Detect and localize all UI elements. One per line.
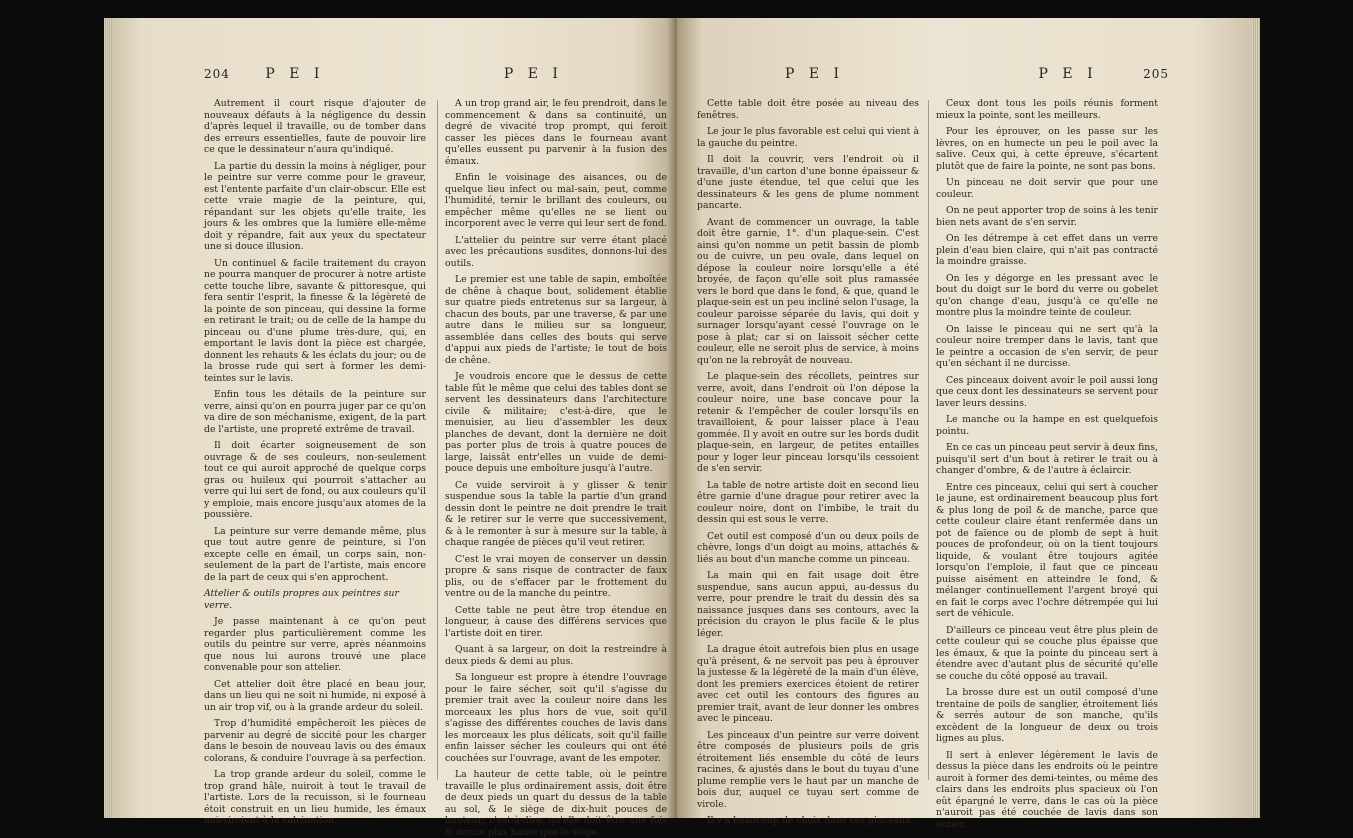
paragraph: Ce vuide serviroit à y glisser & tenir suspendue sous la table la partie d'un grand dessin dont le peintre ne doit prendre le trait & le retirer sur le verre que successivement, & à le remonter à sur à mesure sur la table, à chaque rangée de pièces qu'il veut retirer.: [445, 479, 667, 548]
paragraph: On ne peut apporter trop de soins à les tenir bien nets avant de s'en servir.: [936, 205, 1158, 228]
right-running-head-2: P E I: [1038, 66, 1098, 82]
right-page: [677, 18, 1252, 830]
right-page-column-1: [697, 98, 919, 826]
paragraph: Cet attelier doit être placé en beau jour, dans un lieu qui ne soit ni humide, ni exposé à un air trop vif, ou à la grande ardeur du soleil.: [204, 678, 426, 713]
left-page-number: 204: [204, 67, 230, 81]
section-heading: Attelier & outils propres aux peintres sur verre.: [204, 588, 399, 611]
paragraph: Enfin le voisinage des aisances, ou de quelque lieu infect ou mal-sain, peut, comme l'humidité, ternir le brillant des couleurs, ou empêcher même qu'elles ne se lient ou incorporent avec le verre qui leur sert de fond.: [445, 172, 667, 229]
paragraph: Le premier est une table de sapin, emboîtée de chêne à chaque bout, solidement établie sur quatre pieds entretenus sur sa largeur, à chacun des bouts, par une traverse, & par une autre dans le milieu sur sa longueur, assemblée dans celles des bouts qui serve d'appui aux pieds de l'artiste; le tout de bois de chêne.: [445, 274, 667, 366]
paragraph: La main qui en fait usage doit être suspendue, sans aucun appui, au-dessus du verre, pour prendre le trait du dessin dès sa naissance jusques dans ses contours, avec la précision du crayon le plus facile & le plus léger.: [697, 570, 919, 639]
paragraph: Cette table ne peut être trop étendue en longueur, à cause des différens services que l'artiste doit en tirer.: [445, 604, 667, 639]
paragraph: Le jour le plus favorable est celui qui vient à la gauche du peintre.: [697, 126, 919, 149]
paragraph: Il y a beaucoup de choix dans ces pinceaux.: [707, 815, 914, 826]
left-page-header: [204, 66, 563, 88]
paragraph: Sa longueur est propre à étendre l'ouvrage pour le faire sécher, soit qu'il s'agisse du premier trait avec la couleur noire dans les morceaux les plus hors de vue, soit qu'il s'agisse des différentes couches de lavis dans les morceaux les plus délicats, soit qu'il faille enfin laisser sécher les couleurs qui ont été couchées sur l'ouvrage, avant de les empoter.: [445, 672, 667, 764]
paragraph: En ce cas un pinceau peut servir à deux fins, puisqu'il sert d'un bout à retirer le trait ou à changer d'ombre, & de l'autre à éclaircir.: [936, 442, 1158, 476]
paragraph: Un continuel & facile traitement du crayon ne pourra manquer de procurer à notre artiste cette touche libre, savante & pittoresque, qui fera sentir l'esprit, la finesse & la légèreté de la pointe de son pinceau, qui dessine la forme en retirant le trait; ou de celle de la hampe du pinceau ou d'une plume très-dure, qui, en emportant le lavis dont la pièce est chargée, donnent les rehauts & les éclats du jour; ou de la brosse rude qui sert à former les demi-teintes sur le lavis.: [204, 257, 426, 384]
paragraph: La table de notre artiste doit en second lieu être garnie d'une drague pour retirer avec la couleur noire, dont on l'imbibe, le trait du dessin qui est sous le verre.: [697, 479, 919, 525]
paragraph: Il sert à enlever légèrement le lavis de dessus la pièce dans les endroits où le peintre auroit à former des demi-teintes, ou même des clairs dans les endroits plus spacieux où l'on eût épargné le verre, dans le cas où la pièce n'auroit pas été couchée de lavis dans son entier.: [936, 749, 1158, 830]
paragraph: Il doit écarter soigneusement de son ouvrage & de ses couleurs, non-seulement tout ce qui auroit approché de quelque corps gras ou huileux qui pourroit s'attacher au verre qui lui sert de fond, ou aux couleurs qu'il y emploie, mais encore jusqu'aux atomes de la poussière.: [204, 440, 426, 520]
left-page: [112, 18, 677, 838]
open-book: [112, 18, 1252, 838]
right-page-header: [785, 66, 1169, 88]
paragraph: La peinture sur verre demande même, plus que tout autre genre de peinture, si l'on excepte celle en émail, un corps sain, non-seulement de la part de l'artiste, mais encore de la part de ceux qui s'en approchent.: [204, 525, 426, 583]
paragraph: Cette table doit être posée au niveau des fenêtres.: [697, 98, 919, 121]
left-running-head-2: P E I: [503, 66, 563, 82]
paragraph: L'attelier du peintre sur verre étant placé avec les précautions susdites, donnons-lui des outils.: [445, 234, 667, 269]
paragraph: Ceux dont tous les poils réunis forment mieux la pointe, sont les meilleurs.: [936, 98, 1158, 121]
paragraph: Le manche ou la hampe en est quelquefois pointu.: [936, 414, 1158, 437]
left-running-head-1: P E I: [265, 66, 325, 82]
paragraph: La hauteur de cette table, où le peintre travaille le plus ordinairement assis, doit être de deux pieds un quart du dessus de la table au sol, & le siège de dix-huit pouces de hauteur; c'est-à-dire, qu'elle doit être une fois & demie plus haute que le siège.: [445, 769, 667, 838]
paragraph: Pour les éprouver, on les passe sur les lèvres, on en humecte un peu le poil avec la salive. Ceux qui, à cette épreuve, s'écartent plutôt que de faire la pointe, ne sont pas bons.: [936, 126, 1158, 172]
paragraph: On les détrempe à cet effet dans un verre plein d'eau bien claire, qui n'ait pas contracté la moindre graisse.: [936, 233, 1158, 267]
paragraph: Avant de commencer un ouvrage, la table doit être garnie, 1°. d'un plaque-sein. C'est ainsi qu'on nomme un petit bassin de plomb ou de cuivre, un peu ovale, dans lequel on dépose la couleur noire lorsqu'elle a été broyée, de façon qu'elle soit plus ramassée vers le bord que dans le fond, & que, quand le plaque-sein est un peu incliné selon l'usage, la couleur paroisse séparée du lavis, qui doit y surnager lorsqu'ayant cessé l'ouvrage on le pose à plat; car si on laissoit sécher cette couleur, elle ne seroit plus de service, à moins qu'on ne la rebroyât de nouveau.: [697, 216, 919, 366]
paragraph: Quant à sa largeur, on doit la restreindre à deux pieds & demi au plus.: [445, 644, 667, 667]
paragraph: La brosse dure est un outil composé d'une trentaine de poils de sanglier, étroitement liés & serrés autour de son manche, qu'ils excèdent de la longueur de deux ou trois lignes au plus.: [936, 687, 1158, 744]
paragraph: La partie du dessin la moins à négliger, pour le peintre sur verre comme pour le graveur, est l'entente parfaite d'un clair-obscur. Elle est cette vraie magie de la peinture, qui, répandant sur les objets qu'elle traite, les jours & les ombres que la lumière elle-même doit y répandre, fait aux yeux du spectateur une si douce illusion.: [204, 160, 426, 252]
right-page-column-2: [936, 98, 1158, 830]
paragraph: Autrement il court risque d'ajouter de nouveaux défauts à la négligence du dessin d'après lequel il travaille, ou de tomber dans des erreurs essentielles, faute de pouvoir lire ce que le dessinateur n'aura qu'indiqué.: [204, 98, 426, 155]
column-rule: [437, 100, 438, 780]
paragraph: Un pinceau ne doit servir que pour une couleur.: [936, 177, 1158, 200]
paragraph: C'est le vrai moyen de conserver un dessin propre & sans risque de contracter de faux plis, ou de s'effacer par le frottement du ventre ou de la manche du peintre.: [445, 553, 667, 599]
paragraph: Je passe maintenant à ce qu'on peut regarder plus particulièrement comme les outils du peintre sur verre, après néanmoins que nous lui aurons trouvé une place convenable pour son attelier.: [204, 616, 426, 673]
paragraph: Trop d'humidité empêcheroit les pièces de parvenir au degré de siccité pour les charger dans le besoin de nouveau lavis ou des émaux colorans, & conduire l'ouvrage à sa perfection.: [204, 718, 426, 764]
column-rule: [928, 100, 929, 780]
paragraph: Entre ces pinceaux, celui qui sert à coucher le jaune, est ordinairement beaucoup plus fort & plus long de poil & de manche, parce que cette couleur claire étant renfermée dans un pot de faïence ou de plomb de sept à huit pouces de profondeur, où on la tient toujours liquide, & voulant être toujours agitée lorsqu'on l'emploie, il faut que ce pinceau puisse aisément en atteindre le fond, & mélanger continuellement l'argent broyé qui en fait le corps avec l'ochre détrempée qui lui sert de véhicule.: [936, 481, 1158, 619]
paragraph: Enfin tous les détails de la peinture sur verre, ainsi qu'on en pourra juger par ce qu'on va dire de son méchanisme, exigent, de la part de l'artiste, une propreté extrême de travail.: [204, 389, 426, 435]
paragraph: Je voudrois encore que le dessus de cette table fût le même que celui des tables dont se servent les dessinateurs dans l'architecture civile & militaire; c'est-à-dire, que le menuisier, au lieu d'assembler les deux planches de devant, dont la dernière ne doit pas porter plus de trois à quatre pouces de large, laissât entr'elles un vuide de demi-pouce depuis une emboîture jusqu'à l'autre.: [445, 371, 667, 474]
paragraph: Il doit la couvrir, vers l'endroit où il travaille, d'un carton d'une bonne épaisseur & d'une juste étendue, tel que celui que les dessinateurs & les gens de plume nomment pancarte.: [697, 154, 919, 211]
paragraph: On les y dégorge en les pressant avec le bout du doigt sur le bord du verre ou gobelet qu'on change d'eau, jusqu'à ce qu'elle ne montre plus la moindre teinte de couleur.: [936, 272, 1158, 318]
left-page-column-1: [204, 98, 426, 826]
left-page-column-2: [445, 98, 667, 838]
right-page-number: 205: [1143, 67, 1169, 81]
paragraph: D'ailleurs ce pinceau veut être plus plein de cette couleur qui se couche plus épaisse que les émaux, & que la pointe du pinceau sert à étendre avec d'autant plus de sécurité qu'elle se couche du côté opposé au travail.: [936, 624, 1158, 682]
right-running-head-1: P E I: [785, 66, 845, 82]
paragraph: La drague étoit autrefois bien plus en usage qu'à présent, & ne servoit pas peu à éprouver la justesse & la légèreté de la main d'un élève, dont les premiers exercices étoient de retirer avec cet outil les contours des figures au premier trait, avant de leur donner les ombres avec le pinceau.: [697, 644, 919, 724]
paragraph: Le plaque-sein des récollets, peintres sur verre, avoit, dans l'endroit où l'on dépose la couleur noire, une base concave pour la retenir & l'empêcher de couler lorsqu'ils en travailloient, & pour laisser place à l'eau gommée. Il y avoit en outre sur les bords dudit plaque-sein, en largeur, de petites entailles pour y loger leur pinceau lorsqu'ils cessoient de s'en servir.: [697, 371, 919, 474]
paragraph: Cet outil est composé d'un ou deux poils de chèvre, longs d'un doigt au moins, attachés & liés au bout d'un manche comme un pinceau.: [697, 530, 919, 565]
paragraph: La trop grande ardeur du soleil, comme le trop grand hâle, nuiroit à tout le travail de l'artiste. Lors de la recuisson, si le fourneau étoit construit en un lieu humide, les émaux noirciroient à la calcination.: [204, 769, 426, 826]
paragraph: Les pinceaux d'un peintre sur verre doivent être composés de plusieurs poils de gris étroitement liés ensemble du côté de leurs racines, & ajustés dans le bout du tuyau d'une plume remplie vers le haut par un manche de bois dur, auquel ce tuyau sert comme de virole.: [697, 729, 919, 810]
paragraph: On laisse le pinceau qui ne sert qu'à la couleur noire tremper dans le lavis, tant que le peintre a occasion de s'en servir, de peur qu'en séchant il ne durcisse.: [936, 323, 1158, 369]
paragraph: A un trop grand air, le feu prendroit, dans le commencement & dans sa continuité, un degré de vivacité trop prompt, qui feroit casser les pièces dans le fourneau avant qu'elles eussent pu parvenir à la fusion des émaux.: [445, 98, 667, 167]
paragraph: Ces pinceaux doivent avoir le poil aussi long que ceux dont les dessinateurs se servent pour laver leurs dessins.: [936, 374, 1158, 409]
